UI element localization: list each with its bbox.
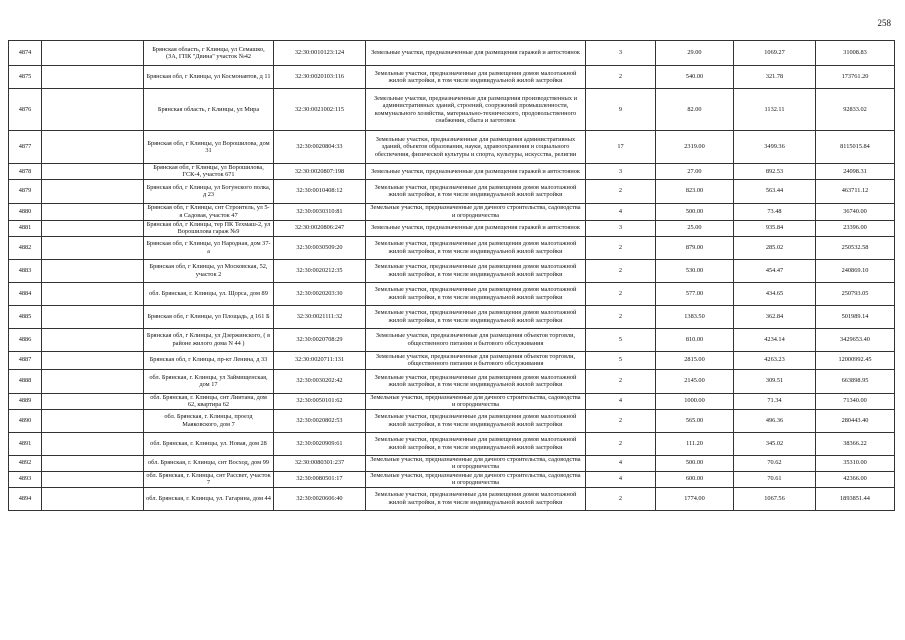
area-cell: 2815.00 [656,351,734,369]
address-cell: Брянская обл, г Клинцы, тер ПК Техмаш-2, ул Ворошилова гараж №9 [144,220,274,236]
address-cell: Брянская обл, г Клинцы, пр-кт Ленина, д 33 [144,351,274,369]
blank-cell [42,41,144,66]
specific-value-cell: 71.34 [734,393,816,409]
group-cell: 3 [586,41,656,66]
cadastral-number-cell: 32:30:0020804:33 [274,131,366,164]
address-cell: обл. Брянская, г. Клинцы, снт Рассвет, участок 7 [144,471,274,487]
blank-cell [42,203,144,220]
row-number: 4893 [9,471,42,487]
row-number: 4882 [9,236,42,259]
address-cell: обл. Брянская, г. Клинцы, проезд Маяковского, дом 7 [144,409,274,432]
group-cell: 2 [586,259,656,282]
area-cell: 1383.50 [656,305,734,328]
group-cell: 3 [586,164,656,180]
cadastral-number-cell: 32:30:0020203:30 [274,282,366,305]
table-row [9,282,895,305]
cadastral-number-cell: 32:30:0010123:124 [274,41,366,66]
table-row [9,89,895,131]
area-cell: 600.00 [656,471,734,487]
table-row [9,164,895,180]
blank-cell [42,369,144,393]
group-cell: 2 [586,179,656,203]
address-cell: Брянская область, г Клинцы, ул Мира [144,89,274,131]
group-cell: 2 [586,432,656,455]
cadastral-number-cell: 32:30:0020802:53 [274,409,366,432]
table-body [9,41,895,511]
address-cell: обл. Брянская, г. Клинцы, ул. Щорса, дом 89 [144,282,274,305]
specific-value-cell: 73.48 [734,203,816,220]
blank-cell [42,131,144,164]
cadastral-value-cell: 1893851.44 [816,487,895,510]
land-use-cell: Земельные участки, предназначенные для размещения производственных и административных зданий, строений, сооружений промышленности, коммунального хозяйства, материально-технического, продовольственного снабжения, сбыта и заготовок [366,89,586,131]
land-use-cell: Земельные участки, предназначенные для размещения административных зданий, объектов образования, науки, здравоохранения и социального обеспечения, физической культуры и спорта, культуры, искусства, религии [366,131,586,164]
row-number: 4886 [9,328,42,351]
table-row [9,259,895,282]
specific-value-cell: 496.36 [734,409,816,432]
area-cell: 500.00 [656,455,734,471]
cadastral-value-cell: 38366.22 [816,432,895,455]
group-cell: 2 [586,66,656,89]
specific-value-cell: 892.53 [734,164,816,180]
blank-cell [42,393,144,409]
cadastral-number-cell: 32:30:0030202:42 [274,369,366,393]
cadastral-number-cell: 32:30:0080301:237 [274,455,366,471]
address-cell: Брянская обл, г Клинцы, ул Ворошилова, дом 31 [144,131,274,164]
table-row [9,369,895,393]
table-row [9,66,895,89]
land-use-cell: Земельные участки, предназначенные для размещения объектов торговли, общественного питания и бытового обслуживания [366,328,586,351]
group-cell: 4 [586,471,656,487]
specific-value-cell: 345.02 [734,432,816,455]
land-use-cell: Земельные участки, предназначенные для размещения домов малоэтажной жилой застройки, в том числе индивидуальной жилой застройки [366,179,586,203]
group-cell: 4 [586,203,656,220]
group-cell: 2 [586,282,656,305]
group-cell: 3 [586,220,656,236]
area-cell: 530.00 [656,259,734,282]
row-number: 4879 [9,179,42,203]
row-number: 4887 [9,351,42,369]
blank-cell [42,236,144,259]
cadastral-number-cell: 32:30:0030509:20 [274,236,366,259]
address-cell: обл. Брянская, г. Клинцы, снт Восход, дом 99 [144,455,274,471]
area-cell: 1000.00 [656,393,734,409]
area-cell: 540.00 [656,66,734,89]
group-cell: 4 [586,455,656,471]
table-row [9,351,895,369]
cadastral-value-cell: 250793.05 [816,282,895,305]
land-use-cell: Земельные участки, предназначенные для размещения домов малоэтажной жилой застройки, в том числе индивидуальной жилой застройки [366,259,586,282]
table-row [9,471,895,487]
specific-value-cell: 1132.11 [734,89,816,131]
cadastral-value-cell: 42366.00 [816,471,895,487]
address-cell: Брянская обл, г Клинцы, снт Строитель, ул 5-я Садовая, участок 47 [144,203,274,220]
specific-value-cell: 4234.14 [734,328,816,351]
area-cell: 1774.00 [656,487,734,510]
blank-cell [42,164,144,180]
row-number: 4883 [9,259,42,282]
specific-value-cell: 434.65 [734,282,816,305]
address-cell: обл. Брянская, г. Клинцы, ул Займищенская, дом 17 [144,369,274,393]
row-number: 4885 [9,305,42,328]
row-number: 4894 [9,487,42,510]
land-use-cell: Земельные участки, предназначенные для размещения домов малоэтажной жилой застройки, в том числе индивидуальной жилой застройки [366,282,586,305]
specific-value-cell: 362.84 [734,305,816,328]
group-cell: 5 [586,351,656,369]
specific-value-cell: 70.61 [734,471,816,487]
specific-value-cell: 70.62 [734,455,816,471]
area-cell: 111.20 [656,432,734,455]
row-number: 4874 [9,41,42,66]
area-cell: 879.00 [656,236,734,259]
group-cell: 2 [586,487,656,510]
address-cell: Брянская обл, г Клинцы, ул Площадь, д 161 Б [144,305,274,328]
land-use-cell: Земельные участки, предназначенные для дачного строительства, садоводства и огородничества [366,471,586,487]
specific-value-cell: 935.84 [734,220,816,236]
group-cell: 2 [586,369,656,393]
table-row [9,305,895,328]
cadastral-value-cell: 24098.31 [816,164,895,180]
row-number: 4892 [9,455,42,471]
land-use-cell: Земельные участки, предназначенные для размещения домов малоэтажной жилой застройки, в том числе индивидуальной жилой застройки [366,305,586,328]
land-use-cell: Земельные участки, предназначенные для размещения объектов торговли, общественного питания и бытового обслуживания [366,351,586,369]
cadastral-value-cell: 463711.12 [816,179,895,203]
table-row [9,203,895,220]
area-cell: 810.00 [656,328,734,351]
address-cell: Брянская обл, г Клинцы, ул Московская, 52, участок 2 [144,259,274,282]
table-row [9,455,895,471]
specific-value-cell: 1069.27 [734,41,816,66]
address-cell: Брянская обл, г Клинцы, ул Ворошилова, ГСК-4, участок 671 [144,164,274,180]
cadastral-number-cell: 32:30:0030310:81 [274,203,366,220]
area-cell: 577.00 [656,282,734,305]
specific-value-cell: 285.02 [734,236,816,259]
cadastral-number-cell: 32:30:0021111:32 [274,305,366,328]
table-row [9,487,895,510]
specific-value-cell: 4263.23 [734,351,816,369]
blank-cell [42,220,144,236]
table-row [9,393,895,409]
cadastral-number-cell: 32:30:0050101:62 [274,393,366,409]
cadastral-number-cell: 32:30:0020711:131 [274,351,366,369]
area-cell: 823.00 [656,179,734,203]
blank-cell [42,282,144,305]
group-cell: 9 [586,89,656,131]
blank-cell [42,66,144,89]
blank-cell [42,351,144,369]
area-cell: 27.00 [656,164,734,180]
page-number: 258 [877,18,891,28]
cadastral-value-cell: 3429653.40 [816,328,895,351]
land-use-cell: Земельные участки, предназначенные для дачного строительства, садоводства и огородничества [366,455,586,471]
land-use-cell: Земельные участки, предназначенные для размещения домов малоэтажной жилой застройки, в том числе индивидуальной жилой застройки [366,369,586,393]
address-cell: обл. Брянская, г. Клинцы, снт Лиитана, дом 62, квартира 62 [144,393,274,409]
blank-cell [42,432,144,455]
row-number: 4889 [9,393,42,409]
land-use-cell: Земельные участки, предназначенные для размещения домов малоэтажной жилой застройки, в том числе индивидуальной жилой застройки [366,432,586,455]
cadastral-value-cell: 71340.00 [816,393,895,409]
row-number: 4877 [9,131,42,164]
specific-value-cell: 563.44 [734,179,816,203]
row-number: 4876 [9,89,42,131]
group-cell: 2 [586,409,656,432]
table-row [9,179,895,203]
group-cell: 4 [586,393,656,409]
cadastral-value-cell: 8115015.84 [816,131,895,164]
cadastral-number-cell: 32:30:0080501:17 [274,471,366,487]
cadastral-number-cell: 32:30:0020103:116 [274,66,366,89]
area-cell: 82.00 [656,89,734,131]
blank-cell [42,409,144,432]
address-cell: обл. Брянская, г. Клинцы, ул. Новая, дом 28 [144,432,274,455]
group-cell: 5 [586,328,656,351]
blank-cell [42,89,144,131]
blank-cell [42,179,144,203]
cadastral-value-cell: 663898.95 [816,369,895,393]
group-cell: 17 [586,131,656,164]
cadastral-number-cell: 32:30:0020212:35 [274,259,366,282]
cadastral-value-cell: 35310.00 [816,455,895,471]
cadastral-number-cell: 32:30:0020606:40 [274,487,366,510]
cadastral-number-cell: 32:30:0020807:198 [274,164,366,180]
cadastral-number-cell: 32:30:0020708:29 [274,328,366,351]
area-cell: 25.00 [656,220,734,236]
land-use-cell: Земельные участки, предназначенные для размещения домов малоэтажной жилой застройки, в том числе индивидуальной жилой застройки [366,487,586,510]
table-row [9,432,895,455]
address-cell: Брянская обл, г Клинцы, ул Дзержинского, ( в районе жилого дома N 44 ) [144,328,274,351]
table-row [9,409,895,432]
row-number: 4888 [9,369,42,393]
area-cell: 2319.00 [656,131,734,164]
table-row [9,41,895,66]
address-cell: Брянская обл, г Клинцы, ул Богунского полка, д 23 [144,179,274,203]
land-use-cell: Земельные участки, предназначенные для размещения домов малоэтажной жилой застройки, в том числе индивидуальной жилой застройки [366,409,586,432]
cadastral-value-table [8,40,895,511]
address-cell: Брянская обл, г Клинцы, ул Народная, дом 37-а [144,236,274,259]
cadastral-number-cell: 32:30:0020909:61 [274,432,366,455]
area-cell: 29.00 [656,41,734,66]
blank-cell [42,305,144,328]
row-number: 4881 [9,220,42,236]
address-cell: Брянская область, г Клинцы, ул Семашко, (ЗА, ГПК "Двина" участок №42 [144,41,274,66]
cadastral-value-cell: 280443.40 [816,409,895,432]
row-number: 4891 [9,432,42,455]
blank-cell [42,259,144,282]
table-row [9,131,895,164]
address-cell: Брянская обл, г Клинцы, ул Космонавтов, д 11 [144,66,274,89]
land-use-cell: Земельные участки, предназначенные для дачного строительства, садоводства и огородничества [366,203,586,220]
blank-cell [42,487,144,510]
blank-cell [42,471,144,487]
row-number: 4878 [9,164,42,180]
group-cell: 2 [586,305,656,328]
cadastral-value-cell: 12000992.45 [816,351,895,369]
row-number: 4890 [9,409,42,432]
land-use-cell: Земельные участки, предназначенные для размещения домов малоэтажной жилой застройки, в том числе индивидуальной жилой застройки [366,66,586,89]
area-cell: 500.00 [656,203,734,220]
blank-cell [42,328,144,351]
cadastral-value-cell: 501989.14 [816,305,895,328]
row-number: 4884 [9,282,42,305]
specific-value-cell: 309.51 [734,369,816,393]
specific-value-cell: 3499.36 [734,131,816,164]
cadastral-value-cell: 23396.00 [816,220,895,236]
group-cell: 2 [586,236,656,259]
table-row [9,328,895,351]
row-number: 4875 [9,66,42,89]
cadastral-number-cell: 32:30:0010408:12 [274,179,366,203]
table-row [9,236,895,259]
land-use-cell: Земельные участки, предназначенные для размещения гаражей и автостоянок [366,220,586,236]
cadastral-value-cell: 31008.83 [816,41,895,66]
area-cell: 2145.00 [656,369,734,393]
area-cell: 565.00 [656,409,734,432]
cadastral-value-cell: 240869.10 [816,259,895,282]
specific-value-cell: 454.47 [734,259,816,282]
specific-value-cell: 321.78 [734,66,816,89]
cadastral-value-cell: 36740.00 [816,203,895,220]
address-cell: обл. Брянская, г. Клинцы, ул. Гагарина, дом 44 [144,487,274,510]
land-use-cell: Земельные участки, предназначенные для дачного строительства, садоводства и огородничества [366,393,586,409]
row-number: 4880 [9,203,42,220]
specific-value-cell: 1067.56 [734,487,816,510]
land-use-cell: Земельные участки, предназначенные для размещения гаражей и автостоянок [366,164,586,180]
cadastral-number-cell: 32:30:0020806:247 [274,220,366,236]
cadastral-value-cell: 92833.02 [816,89,895,131]
land-use-cell: Земельные участки, предназначенные для размещения гаражей и автостоянок [366,41,586,66]
land-use-cell: Земельные участки, предназначенные для размещения домов малоэтажной жилой застройки, в том числе индивидуальной жилой застройки [366,236,586,259]
cadastral-value-cell: 173761.20 [816,66,895,89]
table-row [9,220,895,236]
blank-cell [42,455,144,471]
cadastral-number-cell: 32:30:0021002:115 [274,89,366,131]
cadastral-value-cell: 250532.58 [816,236,895,259]
